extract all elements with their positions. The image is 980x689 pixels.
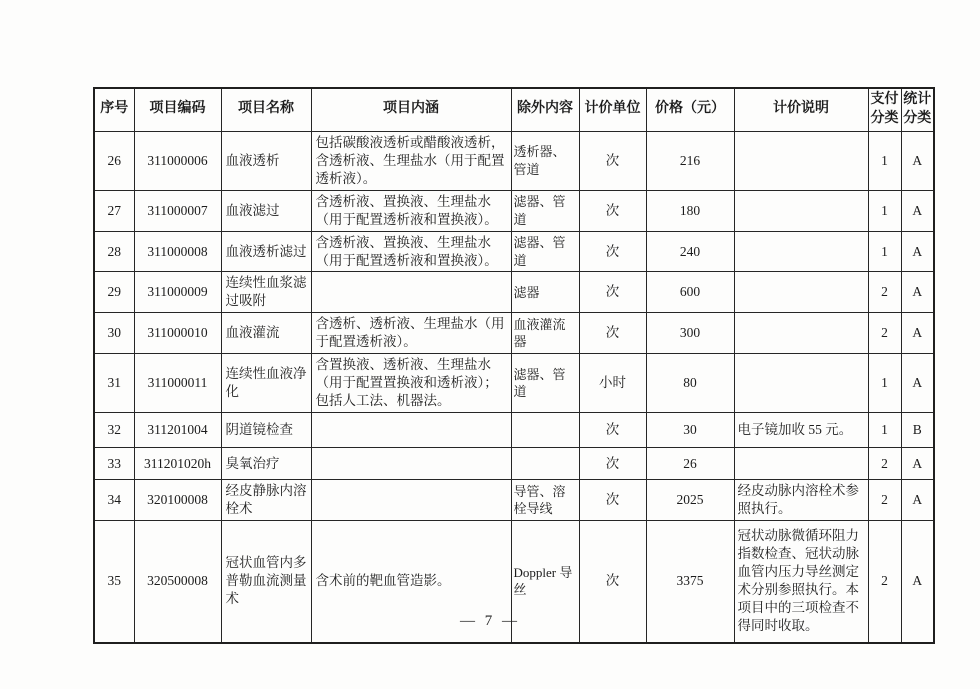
cell-code: 311000010 xyxy=(134,313,221,354)
cell-price: 240 xyxy=(646,231,734,272)
table-row xyxy=(94,313,934,354)
cell-note: 经皮动脉内溶栓术参照执行。 xyxy=(734,480,868,521)
cell-unit: 次 xyxy=(579,413,646,448)
header-stat-class: 统计分类 xyxy=(901,88,934,131)
cell-seq: 29 xyxy=(94,272,134,313)
cell-note: 冠状动脉微循环阻力指数检查、冠状动脉血管内压力导丝测定术分别参照执行。本项目中的三项检查不得同时收取。 xyxy=(734,521,868,643)
cell-name: 连续性血液净化 xyxy=(221,354,311,413)
cell-stat-class: A xyxy=(901,131,934,190)
header-unit: 计价单位 xyxy=(579,88,646,131)
header-content: 项目内涵 xyxy=(311,88,511,131)
cell-stat-class: A xyxy=(901,272,934,313)
cell-name: 臭氧治疗 xyxy=(221,448,311,480)
cell-code: 311201004 xyxy=(134,413,221,448)
cell-seq: 33 xyxy=(94,448,134,480)
cell-pay-class: 1 xyxy=(868,190,901,231)
cell-code: 311000007 xyxy=(134,190,221,231)
cell-note xyxy=(734,190,868,231)
table-row xyxy=(94,354,934,413)
cell-stat-class: A xyxy=(901,231,934,272)
cell-unit: 次 xyxy=(579,231,646,272)
cell-stat-class: A xyxy=(901,448,934,480)
header-pay-class: 支付分类 xyxy=(868,88,901,131)
cell-code: 311000009 xyxy=(134,272,221,313)
cell-excluded xyxy=(511,448,579,480)
table-row xyxy=(94,480,934,521)
cell-name: 血液透析滤过 xyxy=(221,231,311,272)
cell-pay-class: 1 xyxy=(868,354,901,413)
cell-pay-class: 2 xyxy=(868,521,901,643)
cell-code: 311000008 xyxy=(134,231,221,272)
cell-price: 26 xyxy=(646,448,734,480)
cell-note xyxy=(734,231,868,272)
cell-unit: 次 xyxy=(579,272,646,313)
cell-note xyxy=(734,448,868,480)
cell-pay-class: 2 xyxy=(868,480,901,521)
cell-unit: 小时 xyxy=(579,354,646,413)
table-row xyxy=(94,231,934,272)
medical-price-table xyxy=(93,87,935,644)
table-row xyxy=(94,272,934,313)
cell-pay-class: 2 xyxy=(868,313,901,354)
cell-pay-class: 2 xyxy=(868,448,901,480)
cell-content xyxy=(311,272,511,313)
cell-name: 血液透析 xyxy=(221,131,311,190)
cell-note: 电子镜加收 55 元。 xyxy=(734,413,868,448)
cell-code: 311000011 xyxy=(134,354,221,413)
page-number: — 7 — xyxy=(460,613,520,629)
cell-content: 含置换液、透析液、生理盐水（用于配置置换液和透析液）；包括人工法、机器法。 xyxy=(311,354,511,413)
cell-excluded: 滤器、管道 xyxy=(511,190,579,231)
cell-seq: 27 xyxy=(94,190,134,231)
header-price: 价格（元） xyxy=(646,88,734,131)
cell-name: 经皮静脉内溶栓术 xyxy=(221,480,311,521)
cell-seq: 34 xyxy=(94,480,134,521)
cell-unit: 次 xyxy=(579,131,646,190)
cell-excluded: 滤器、管道 xyxy=(511,354,579,413)
cell-code: 320500008 xyxy=(134,521,221,643)
table-row xyxy=(94,190,934,231)
cell-unit: 次 xyxy=(579,190,646,231)
cell-stat-class: B xyxy=(901,413,934,448)
cell-price: 3375 xyxy=(646,521,734,643)
cell-note xyxy=(734,131,868,190)
header-note: 计价说明 xyxy=(734,88,868,131)
cell-seq: 30 xyxy=(94,313,134,354)
cell-excluded xyxy=(511,413,579,448)
cell-code: 311201020h xyxy=(134,448,221,480)
cell-seq: 32 xyxy=(94,413,134,448)
cell-stat-class: A xyxy=(901,313,934,354)
table-row xyxy=(94,131,934,190)
cell-excluded: 血液灌流器 xyxy=(511,313,579,354)
cell-name: 连续性血浆滤过吸附 xyxy=(221,272,311,313)
cell-stat-class: A xyxy=(901,480,934,521)
cell-pay-class: 1 xyxy=(868,413,901,448)
table-row xyxy=(94,413,934,448)
header-row xyxy=(94,88,934,131)
cell-seq: 35 xyxy=(94,521,134,643)
cell-content xyxy=(311,480,511,521)
cell-price: 80 xyxy=(646,354,734,413)
cell-price: 300 xyxy=(646,313,734,354)
cell-price: 2025 xyxy=(646,480,734,521)
cell-content: 含术前的靶血管造影。 xyxy=(311,521,511,643)
cell-price: 216 xyxy=(646,131,734,190)
cell-stat-class: A xyxy=(901,521,934,643)
cell-seq: 28 xyxy=(94,231,134,272)
cell-content: 包括碳酸液透析或醋酸液透析，含透析液、生理盐水（用于配置透析液）。 xyxy=(311,131,511,190)
cell-unit: 次 xyxy=(579,313,646,354)
table-row xyxy=(94,448,934,480)
cell-excluded: 透析器、管道 xyxy=(511,131,579,190)
header-name: 项目名称 xyxy=(221,88,311,131)
cell-content: 含透析液、置换液、生理盐水（用于配置透析液和置换液）。 xyxy=(311,231,511,272)
cell-code: 311000006 xyxy=(134,131,221,190)
cell-pay-class: 1 xyxy=(868,231,901,272)
header-seq: 序号 xyxy=(94,88,134,131)
header-excluded: 除外内容 xyxy=(511,88,579,131)
cell-name: 血液滤过 xyxy=(221,190,311,231)
cell-content: 含透析液、置换液、生理盐水（用于配置透析液和置换液）。 xyxy=(311,190,511,231)
cell-price: 180 xyxy=(646,190,734,231)
cell-excluded: 导管、溶栓导线 xyxy=(511,480,579,521)
cell-price: 600 xyxy=(646,272,734,313)
cell-note xyxy=(734,272,868,313)
cell-excluded: Doppler 导丝 xyxy=(511,521,579,643)
cell-name: 血液灌流 xyxy=(221,313,311,354)
cell-excluded: 滤器、管道 xyxy=(511,231,579,272)
cell-pay-class: 1 xyxy=(868,131,901,190)
cell-seq: 31 xyxy=(94,354,134,413)
cell-excluded: 滤器 xyxy=(511,272,579,313)
cell-note xyxy=(734,354,868,413)
cell-name: 冠状血管内多普勒血流测量术 xyxy=(221,521,311,643)
cell-content: 含透析、透析液、生理盐水（用于配置透析液）。 xyxy=(311,313,511,354)
cell-stat-class: A xyxy=(901,190,934,231)
cell-stat-class: A xyxy=(901,354,934,413)
cell-content xyxy=(311,448,511,480)
cell-note xyxy=(734,313,868,354)
cell-unit: 次 xyxy=(579,521,646,643)
cell-price: 30 xyxy=(646,413,734,448)
cell-unit: 次 xyxy=(579,448,646,480)
cell-content xyxy=(311,413,511,448)
cell-name: 阴道镜检查 xyxy=(221,413,311,448)
header-code: 项目编码 xyxy=(134,88,221,131)
cell-pay-class: 2 xyxy=(868,272,901,313)
cell-unit: 次 xyxy=(579,480,646,521)
cell-code: 320100008 xyxy=(134,480,221,521)
cell-seq: 26 xyxy=(94,131,134,190)
